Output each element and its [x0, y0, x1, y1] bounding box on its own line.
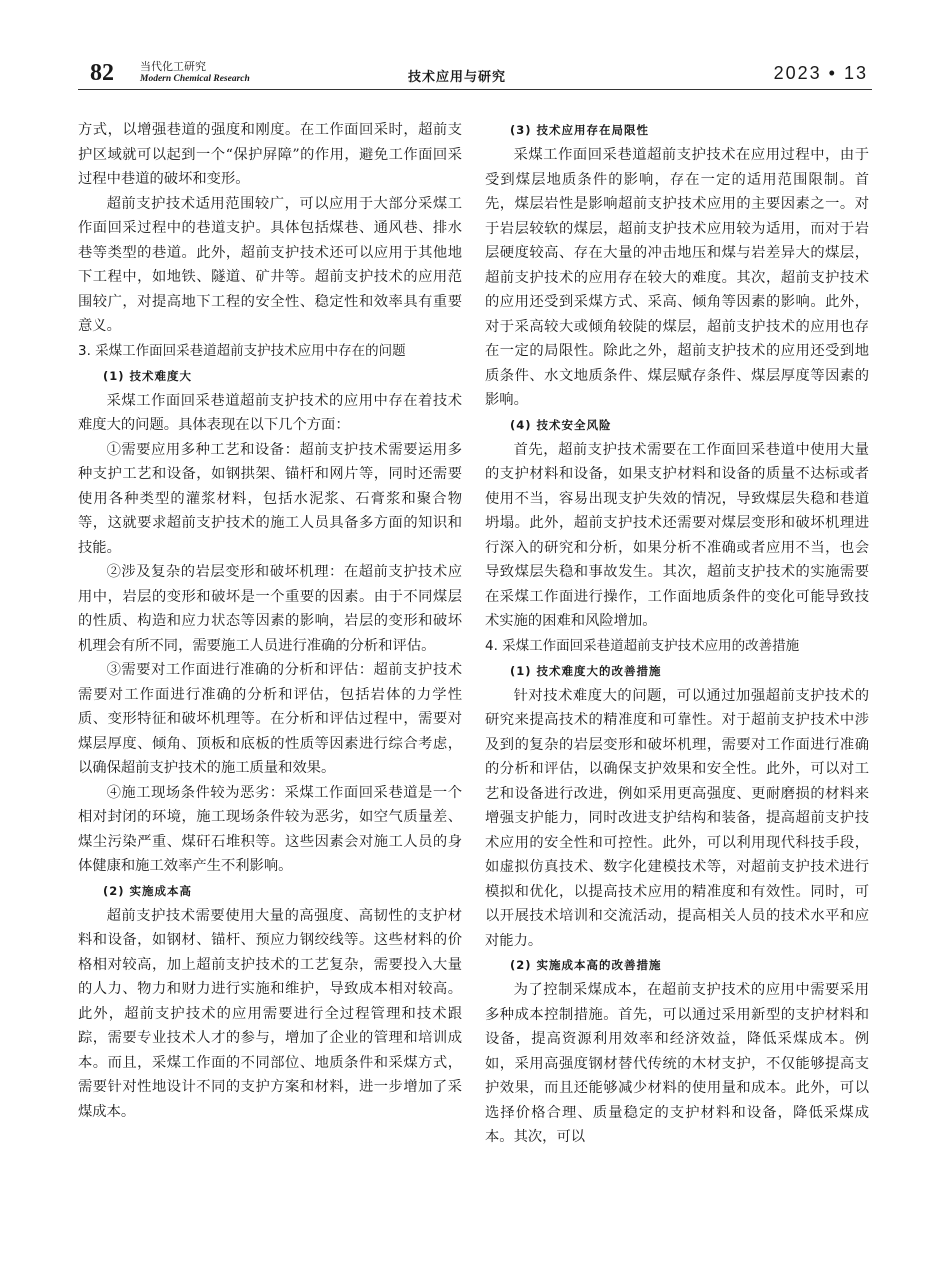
paragraph: 采煤工作面回采巷道超前支护技术在应用过程中，由于受到煤层地质条件的影响，存在一定的适用范围限制。首先，煤层岩性是影响超前支护技术应用的主要因素之一。对于岩层较软的煤层，超前支护技术应用较为适用，而对于岩层硬度较高、存在大量的冲击地压和煤与岩差异大的煤层，超前支护技术的应用存在较大的难度。其次，超前支护技术的应用还受到采煤方式、采高、倾角等因素的影响。此外，对于采高较大或倾角较陡的煤层，超前支护技术的应用也存在一定的局限性。除此之外，超前支护技术的应用还受到地质条件、水文地质条件、煤层赋存条件、煤层厚度等因素的影响。 — [485, 147, 869, 408]
paragraph: ①需要应用多种工艺和设备：超前支护技术需要运用多种支护工艺和设备，如钢拱架、锚杆和网片等，同时还需要使用各种类型的灌浆材料，包括水泥浆、石膏浆和聚合物等，这就要求超前支护技术的施工人员具备多方面的知识和技能。 — [78, 441, 462, 556]
left-column — [78, 118, 462, 1124]
paragraph: 方式，以增强巷道的强度和刚度。在工作面回采时，超前支护区域就可以起到一个“保护屏障”的作用，避免工作面回采过程中巷道的破坏和变形。 — [78, 122, 462, 187]
subheading: (1) 技术难度大的改善措施 — [510, 663, 662, 678]
page-header — [78, 58, 872, 88]
paragraph: ④施工现场条件较为恶劣：采煤工作面回采巷道是一个相对封闭的环境，施工现场条件较为恶劣，如空气质量差、煤尘污染严重、煤矸石堆积等。这些因素会对施工人员的身体健康和施工效率产生不利影响。 — [78, 784, 462, 874]
section-heading-3: 3. 采煤工作面回采巷道超前支护技术应用中存在的问题 — [78, 342, 406, 359]
journal-name-cn: 当代化工研究 — [140, 60, 206, 73]
subheading: (1) 技术难度大 — [103, 368, 193, 383]
section-title: 技术应用与研究 — [408, 70, 507, 85]
right-column — [485, 118, 869, 1150]
subheading: (4) 技术安全风险 — [510, 417, 612, 432]
paragraph: 超前支护技术适用范围较广，可以应用于大部分采煤工作面回采过程中的巷道支护。具体包括煤巷、通风巷、排水巷等类型的巷道。此外，超前支护技术还可以应用于其他地下工程中，如地铁、隧道、矿井等。超前支护技术的应用范围较广，对提高地下工程的安全性、稳定性和效率具有重要意义。 — [78, 195, 462, 334]
paragraph: 采煤工作面回采巷道超前支护技术的应用中存在着技术难度大的问题。具体表现在以下几个方面： — [78, 392, 462, 433]
paragraph: 针对技术难度大的问题，可以通过加强超前支护技术的研究来提高技术的精准度和可靠性。对于超前支护技术中涉及到的复杂的岩层变形和破坏机理，需要对工作面进行准确的分析和评估，以确保支护效果和安全性。此外，可以对工艺和设备进行改进，例如采用更高强度、更耐磨损的材料来增强支护能力，同时改进支护结构和装备，提高超前支护技术应用的安全性和可控性。此外，可以利用现代科技手段，如虚拟仿真技术、数字化建模技术等，对超前支护技术进行模拟和优化，以提高技术应用的精准度和有效性。同时，可以开展技术培训和交流活动，提高相关人员的技术水平和应对能力。 — [485, 687, 869, 949]
subheading: (2) 实施成本高的改善措施 — [510, 958, 662, 972]
subheading: (3) 技术应用存在局限性 — [510, 123, 650, 137]
paragraph: ③需要对工作面进行准确的分析和评估：超前支护技术需要对工作面进行准确的分析和评估，包括岩体的力学性质、变形特征和破坏机理等。在分析和评估过程中，需要对煤层厚度、倾角、顶板和底板的性质等因素进行综合考虑，以确保超前支护技术的施工质量和效果。 — [78, 662, 462, 776]
paragraph: 为了控制采煤成本，在超前支护技术的应用中需要采用多种成本控制措施。首先，可以通过采用新型的支护材料和设备，提高资源利用效率和经济效益，降低采煤成本。例如，采用高强度钢材替代传统的木材支护，不仅能够提高支护效果，而且还能够减少材料的使用量和成本。此外，可以选择价格合理、质量稳定的支护材料和设备，降低采煤成本。其次，可以 — [485, 982, 869, 1145]
section-heading-4: 4. 采煤工作面回采巷道超前支护技术应用的改善措施 — [485, 637, 800, 654]
header-rule — [78, 89, 872, 90]
paragraph: 首先，超前支护技术需要在工作面回采巷道中使用大量的支护材料和设备，如果支护材料和设备的质量不达标或者使用不当，容易出现支护失效的情况，导致煤层失稳和巷道坍塌。此外，超前支护技术还需要对煤层变形和破坏机理进行深入的研究和分析，如果分析不准确或者应用不当，也会导致煤层失稳和事故发生。其次，超前支护技术的实施需要在采煤工作面进行操作，工作面地质条件的变化可能导致技术实施的困难和风险增加。 — [485, 441, 869, 629]
issue-label: 2023 • 13 — [773, 63, 868, 83]
journal-name-en: Modern Chemical Research — [140, 74, 250, 84]
subheading: (2) 实施成本高 — [103, 883, 193, 898]
paragraph: 超前支护技术需要使用大量的高强度、高韧性的支护材料和设备，如钢材、锚杆、预应力钢绞线等。这些材料的价格相对较高，加上超前支护技术的工艺复杂，需要投入大量的人力、物力和财力进行实施和维护，导致成本相对较高。此外，超前支护技术的应用需要进行全过程管理和技术跟踪，需要专业技术人才的参与，增加了企业的管理和培训成本。而且，采煤工作面的不同部位、地质条件和采煤方式，需要针对性地设计不同的支护方案和材料，进一步增加了采煤成本。 — [78, 907, 462, 1120]
page-number: 82 — [90, 60, 114, 86]
paragraph: ②涉及复杂的岩层变形和破坏机理：在超前支护技术应用中，岩层的变形和破坏是一个重要的因素。由于不同煤层的性质、构造和应力状态等因素的影响，岩层的变形和破坏机理会有所不同，需要施工人员进行准确的分析和评估。 — [78, 564, 462, 654]
